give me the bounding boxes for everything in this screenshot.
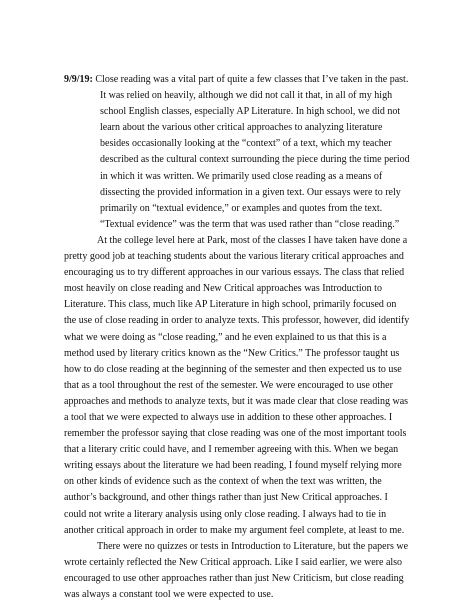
paragraph-3: There were no quizzes or tests in Introduction to Literature, but the papers we wrote certainly reflected the New Critical approach. Like I said earlier, we were also encouraged to use other approaches rather than just New Criticism, but close reading was always a constant tool we were expected to use. [64, 540, 409, 600]
entry-date: 9/9/19: [64, 74, 93, 85]
paragraph-1 [64, 72, 410, 233]
paragraph-2: At the college level here at Park, most of the classes I have taken have done a pretty good job at teaching students about the various literary critical approaches and encouraging us to try different approaches in our various essays. The class that relied most heavily on close reading and New Critical approaches was Introduction to Literature. This class, much like AP Literature in high school, primarily focused on the use of close reading in order to analyze texts. This professor, however, did identify what we were doing as “close reading,” and he even explained to us that this is a method used by literary critics known as the “New Critics.” The professor taught us how to do close reading at the beginning of the semester and then expected us to use that as a tool throughout the rest of the semester. We were encouraged to use other approaches and methods to analyze texts, but it was made clear that close reading was a tool that we were expected to always use in addition to these other approaches. I remember the professor saying that close reading was one of the most important tools that a literary critic could have, and I remember agreeing with this. When we began writing essays about the literature we had been reading, I found myself relying more on other kinds of evidence such as the context of when the text was written, the author’s background, and other things rather than just New Critical approaches. I could not write a literary analysis using only close reading. I always had to tie in another critical approach in order to make my argument feel complete, at least to me. [64, 234, 410, 536]
paragraph-1-text: Close reading was a vital part of quite a few classes that I’ve taken in the past. It was relied on heavily, although we did not call it that, in all of my high school English classes, especially AP Literature. In high school, we did not learn about the various other critical approaches to analyzing literature besides occasionally looking at the “context” of a text, which my teacher described as the cultural context surrounding the piece during the time period in which it was written. We primarily used close reading as a means of dissecting the provided information in a given text. Our essays were to rely primarily on “textual evidence,” or examples and quotes from the text. “Textual evidence” was the term that was used rather than “close reading.” [95, 74, 410, 230]
